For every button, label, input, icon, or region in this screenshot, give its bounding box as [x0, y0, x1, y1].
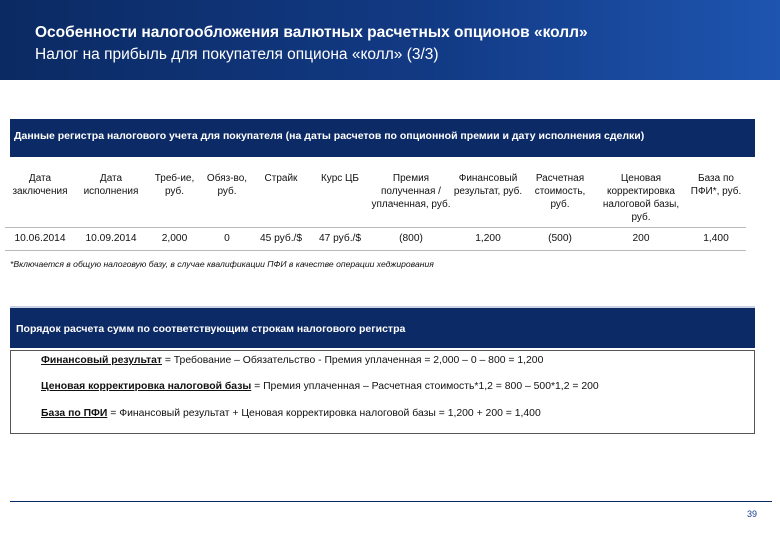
cell-claim: 2,000	[147, 227, 202, 250]
cell-execution-date: 10.09.2014	[75, 227, 147, 250]
register-section-title: Данные регистра налогового учета для покупателя (на даты расчетов по опционной премии и дату исполнения сделки)	[10, 119, 755, 157]
calc-section-title: Порядок расчета сумм по соответствующим строкам налогового регистра	[10, 306, 755, 348]
col-header-strike: Страйк	[264, 173, 298, 184]
formula-expression: = Финансовый результат + Ценовая корректировка налоговой базы = 1,200 + 200 = 1,400	[107, 408, 541, 419]
col-header-conclusion-date: Дата заключения	[12, 173, 68, 197]
slide-title: Особенности налогообложения валютных расчетных опционов «колл»	[35, 24, 588, 41]
slide-subtitle: Налог на прибыль для покупателя опциона «колл» (3/3)	[35, 46, 439, 63]
col-header-price-adjustment: Ценовая корректировка налоговой базы, руб.	[602, 173, 680, 223]
formula-expression: = Премия уплаченная – Расчетная стоимость*1,2 = 800 – 500*1,2 = 200	[251, 381, 599, 392]
slide-header	[0, 0, 780, 80]
col-header-financial-result: Финансовый результат, руб.	[453, 173, 523, 197]
formula-price-adjustment	[41, 381, 599, 392]
formula-term: База по ПФИ	[41, 408, 108, 419]
formulas-box	[10, 350, 755, 434]
col-header-liability: Обяз-во, руб.	[206, 173, 248, 197]
formula-pfi-base	[41, 408, 541, 419]
footer-divider	[10, 501, 772, 502]
cell-premium: (800)	[370, 227, 452, 250]
formula-financial-result	[41, 355, 543, 366]
cell-price-adjustment: 200	[596, 227, 686, 250]
formula-term: Финансовый результат	[41, 355, 162, 366]
cell-financial-result: 1,200	[452, 227, 524, 250]
col-header-execution-date: Дата исполнения	[83, 173, 139, 197]
col-header-pfi-base: База по ПФИ*, руб.	[690, 173, 742, 197]
page-number: 39	[747, 509, 758, 519]
col-header-settlement-value: Расчетная стоимость, руб.	[534, 173, 586, 210]
col-header-premium: Премия полученная / уплаченная, руб.	[371, 173, 451, 210]
cell-settlement-value: (500)	[524, 227, 596, 250]
cell-liability: 0	[202, 227, 252, 250]
formula-expression: = Требование – Обязательство - Премия уплаченная = 2,000 – 0 – 800 = 1,200	[161, 355, 544, 366]
table-row	[5, 227, 746, 250]
cell-pfi-base: 1,400	[686, 227, 746, 250]
cell-conclusion-date: 10.06.2014	[5, 227, 75, 250]
col-header-cb-rate: Курс ЦБ	[320, 173, 359, 184]
col-header-claim: Треб-ие, руб.	[154, 173, 195, 197]
cell-cb-rate: 47 руб./$	[310, 227, 370, 250]
register-table	[5, 172, 746, 251]
cell-strike: 45 руб./$	[252, 227, 310, 250]
footnote: *Включается в общую налоговую базу, в случае квалификации ПФИ в качестве операции хеджирования	[10, 259, 434, 269]
formula-term: Ценовая корректировка налоговой базы	[41, 381, 252, 392]
